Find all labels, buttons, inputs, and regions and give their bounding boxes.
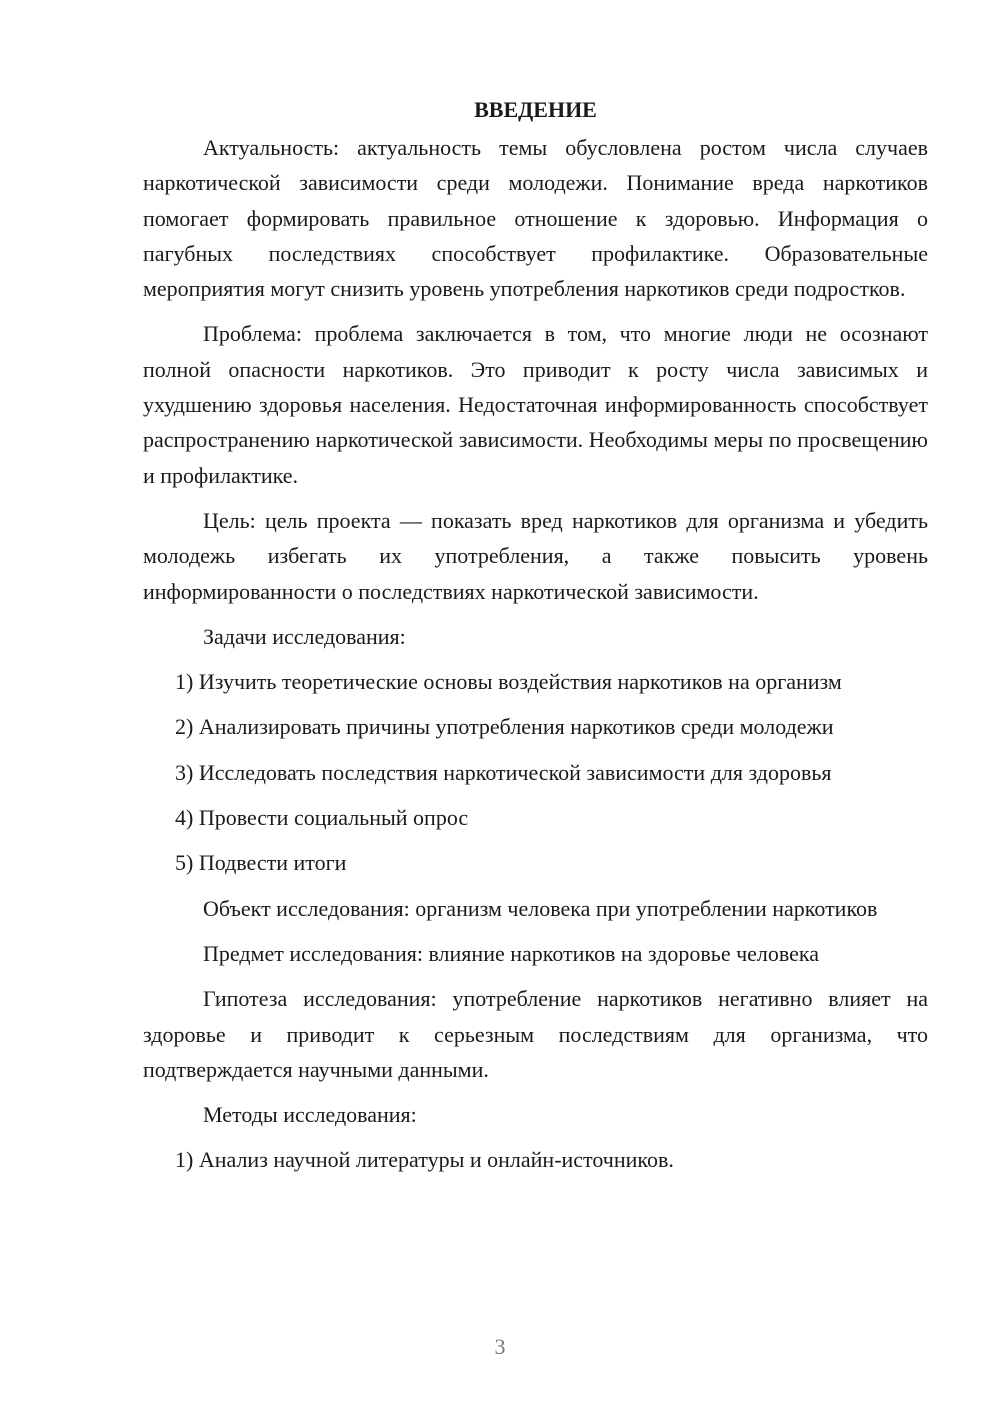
page-number: 3 xyxy=(494,1334,506,1359)
problem-paragraph: Проблема: проблема заключается в том, что многие люди не осознают полной опасности наркотиков. Это приводит к росту числа зависимых и ухудшению здоровья населения. Недостаточная информированность способствует распространению наркотической зависимости. Необходимы меры по просвещению и профилактике. xyxy=(143,321,928,488)
task-item-5: 5) Подвести итоги xyxy=(175,850,347,876)
document-page xyxy=(143,92,928,1188)
task-item-4: 4) Провести социальный опрос xyxy=(175,805,469,831)
section-title: ВВЕДЕНИЕ xyxy=(474,97,597,122)
object-paragraph: Объект исследования: организм человека при употреблении наркотиков xyxy=(203,895,878,921)
subject-paragraph: Предмет исследования: влияние наркотиков на здоровье человека xyxy=(203,940,820,966)
relevance-paragraph: Актуальность: актуальность темы обусловлена ростом числа случаев наркотической зависимости среди молодежи. Понимание вреда наркотиков помогает формировать правильное отношение к здоровью. Информация о пагубных последствиях способствует профилактике. Образовательные мероприятия могут снизить уровень употребления наркотиков среди подростков. xyxy=(143,135,928,302)
method-item-1: 1) Анализ научной литературы и онлайн-источников. xyxy=(175,1147,674,1173)
task-item-2: 2) Анализировать причины употребления наркотиков среди молодежи xyxy=(175,714,834,740)
tasks-heading: Задачи исследования: xyxy=(203,623,406,649)
hypothesis-paragraph: Гипотеза исследования: употребление наркотиков негативно влияет на здоровье и приводит к серьезным последствиям для организма, что подтверждается научными данными. xyxy=(143,986,928,1082)
task-item-3: 3) Исследовать последствия наркотической зависимости для здоровья xyxy=(175,759,832,785)
methods-heading: Методы исследования: xyxy=(203,1102,417,1128)
goal-paragraph: Цель: цель проекта — показать вред наркотиков для организма и убедить молодежь избегать их употребления, а также повысить уровень информированности о последствиях наркотической зависимости. xyxy=(143,507,928,604)
task-item-1: 1) Изучить теоретические основы воздействия наркотиков на организм xyxy=(175,669,842,695)
